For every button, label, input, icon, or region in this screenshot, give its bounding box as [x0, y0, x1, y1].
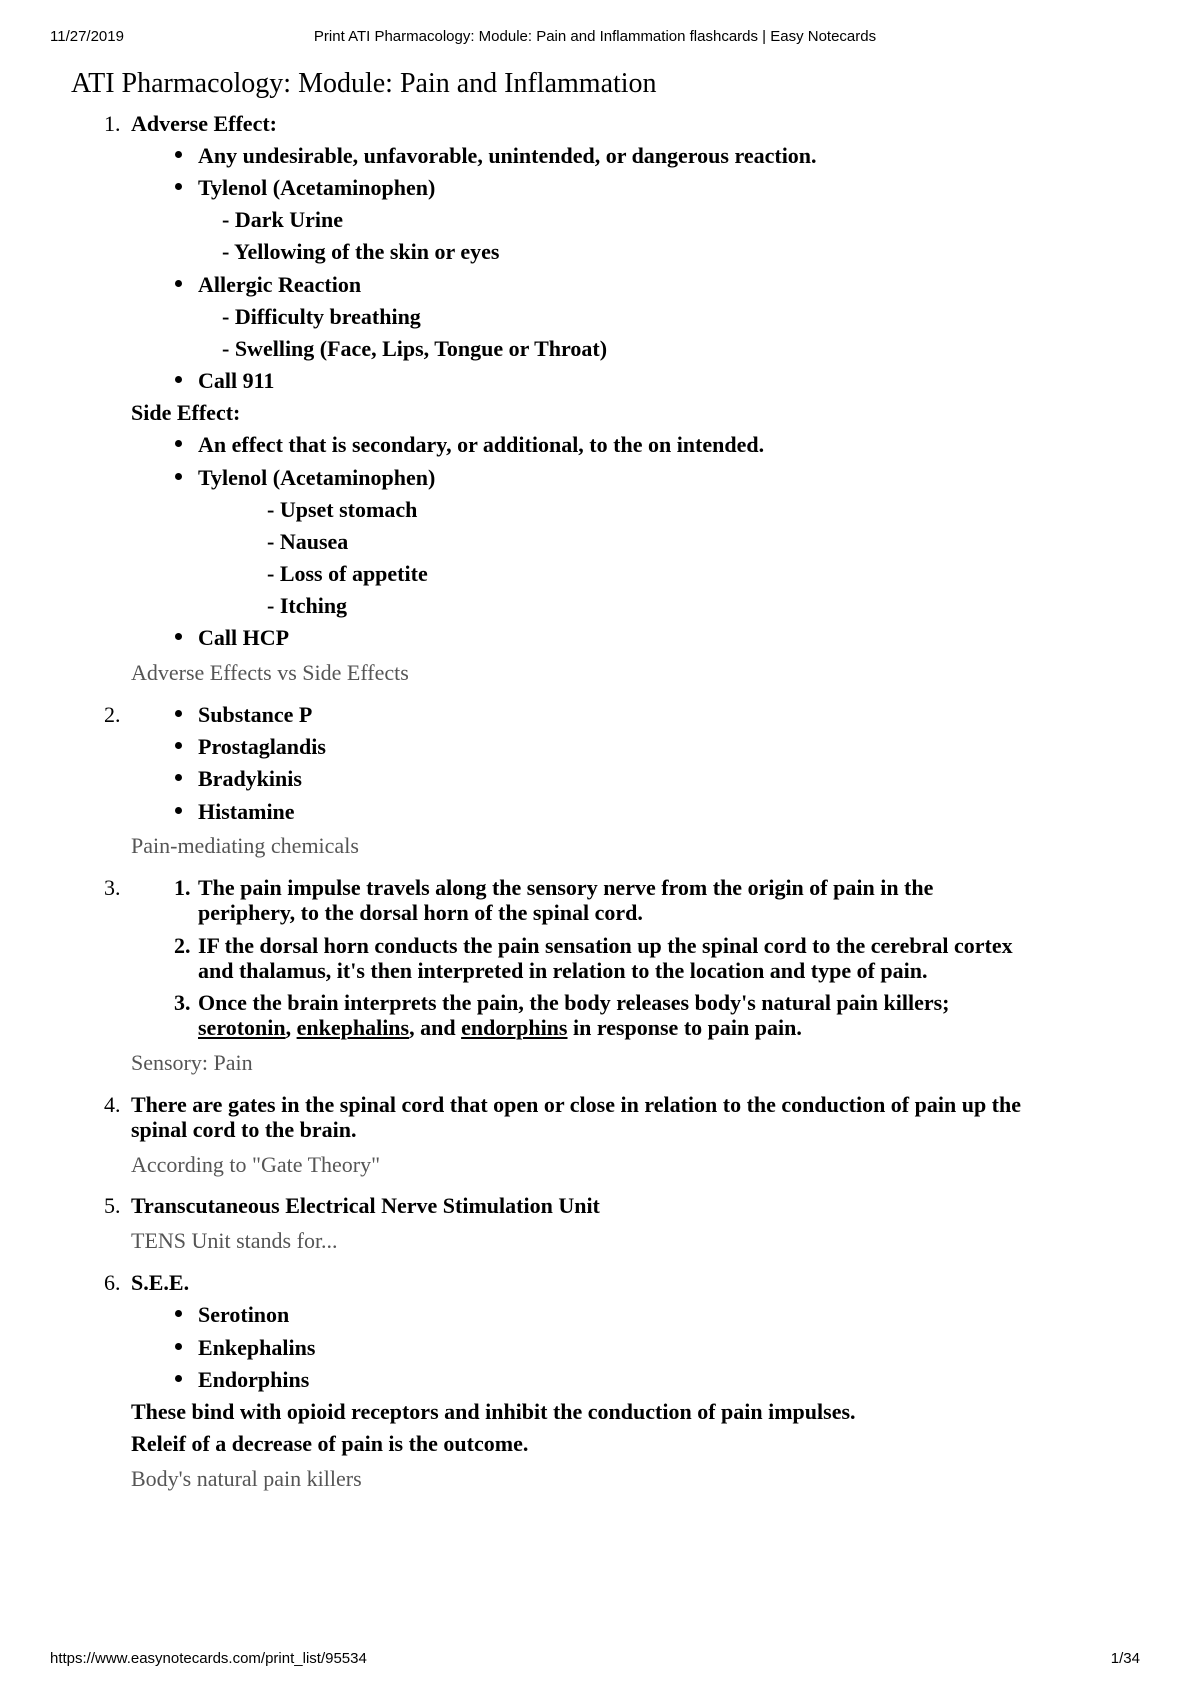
- step-number: 3.: [174, 990, 191, 1015]
- bullet-icon: [175, 376, 182, 383]
- bullet-icon: [175, 440, 182, 447]
- card-answer: Pain-mediating chemicals: [131, 833, 359, 858]
- card-answer: TENS Unit stands for...: [131, 1228, 338, 1253]
- step-text: IF the dorsal horn conducts the pain sensation up the spinal cord to the cerebral cortex: [198, 933, 1013, 958]
- list-item: Any undesirable, unfavorable, unintended, or dangerous reaction.: [198, 143, 817, 168]
- step-text: The pain impulse travels along the sensory nerve from the origin of pain in the: [198, 875, 934, 900]
- card-number: 5.: [104, 1193, 121, 1218]
- adverse-effect-heading: Adverse Effect:: [131, 111, 277, 136]
- sub-item: - Loss of appetite: [267, 561, 428, 586]
- list-item: Substance P: [198, 702, 313, 727]
- sub-item: - Yellowing of the skin or eyes: [222, 239, 500, 264]
- list-item: Endorphins: [198, 1367, 310, 1392]
- bullet-icon: [175, 1310, 182, 1317]
- sub-item: - Dark Urine: [222, 207, 343, 232]
- print-page-title: Print ATI Pharmacology: Module: Pain and Inflammation flashcards | Easy Notecards: [313, 28, 877, 45]
- sub-item: - Difficulty breathing: [222, 304, 421, 329]
- card-heading: S.E.E.: [131, 1270, 190, 1295]
- print-date: 11/27/2019: [50, 28, 124, 45]
- list-item: An effect that is secondary, or additional, to the on intended.: [198, 432, 765, 457]
- sub-item: - Itching: [267, 593, 348, 618]
- bullet-icon: [175, 807, 182, 814]
- list-item: Allergic Reaction: [198, 272, 362, 297]
- side-effect-heading: Side Effect:: [131, 400, 241, 425]
- card-number: 4.: [104, 1092, 121, 1117]
- card-text: These bind with opioid receptors and inhibit the conduction of pain impulses.: [131, 1399, 856, 1424]
- term-enkephalins: enkephalins: [296, 1015, 410, 1040]
- sub-item: - Upset stomach: [267, 497, 418, 522]
- sub-item: - Swelling (Face, Lips, Tongue or Throat): [222, 336, 608, 361]
- card-answer: Sensory: Pain: [131, 1050, 253, 1075]
- list-item: Histamine: [198, 799, 295, 824]
- term-serotonin: serotonin: [198, 1015, 286, 1040]
- bullet-icon: [175, 280, 182, 287]
- step-number: 1.: [174, 875, 191, 900]
- bullet-icon: [175, 633, 182, 640]
- card-text: Releif of a decrease of pain is the outcome.: [131, 1431, 529, 1456]
- page-number: 1/34: [1110, 1650, 1140, 1667]
- print-url: https://www.easynotecards.com/print_list/95534: [50, 1650, 367, 1667]
- bullet-icon: [175, 1343, 182, 1350]
- bullet-icon: [175, 151, 182, 158]
- card-number: 2.: [104, 702, 121, 727]
- list-item: Bradykinis: [198, 766, 302, 791]
- term-endorphins: endorphins: [461, 1015, 568, 1040]
- list-item: Enkephalins: [198, 1335, 316, 1360]
- card-answer: According to "Gate Theory": [131, 1152, 381, 1177]
- step-text: and thalamus, it's then interpreted in relation to the location and type of pain.: [198, 958, 928, 983]
- list-item: Tylenol (Acetaminophen): [198, 175, 436, 200]
- bullet-icon: [175, 742, 182, 749]
- card-number: 3.: [104, 875, 121, 900]
- card-number: 6.: [104, 1270, 121, 1295]
- card-text: Transcutaneous Electrical Nerve Stimulation Unit: [131, 1193, 600, 1218]
- list-item: Serotinon: [198, 1302, 290, 1327]
- step-number: 2.: [174, 933, 191, 958]
- card-text: spinal cord to the brain.: [131, 1117, 357, 1142]
- step-text: Once the brain interprets the pain, the body releases body's natural pain killers;: [198, 990, 950, 1015]
- bullet-icon: [175, 710, 182, 717]
- list-item: Prostaglandis: [198, 734, 326, 759]
- bullet-icon: [175, 183, 182, 190]
- step-text: periphery, to the dorsal horn of the spinal cord.: [198, 900, 643, 925]
- card-answer: Body's natural pain killers: [131, 1466, 362, 1491]
- document-title: ATI Pharmacology: Module: Pain and Inflammation: [71, 68, 657, 99]
- bullet-icon: [175, 473, 182, 480]
- list-item: Call HCP: [198, 625, 290, 650]
- list-item: Tylenol (Acetaminophen): [198, 465, 436, 490]
- bullet-icon: [175, 774, 182, 781]
- card-text: There are gates in the spinal cord that open or close in relation to the conduction of pain up the: [131, 1092, 1022, 1117]
- card-number: 1.: [104, 111, 121, 136]
- bullet-icon: [175, 1375, 182, 1382]
- sub-item: - Nausea: [267, 529, 349, 554]
- list-item: Call 911: [198, 368, 275, 393]
- step-text: serotonin, enkephalins, and endorphins in response to pain pain.: [198, 1015, 802, 1040]
- card-answer: Adverse Effects vs Side Effects: [131, 660, 409, 685]
